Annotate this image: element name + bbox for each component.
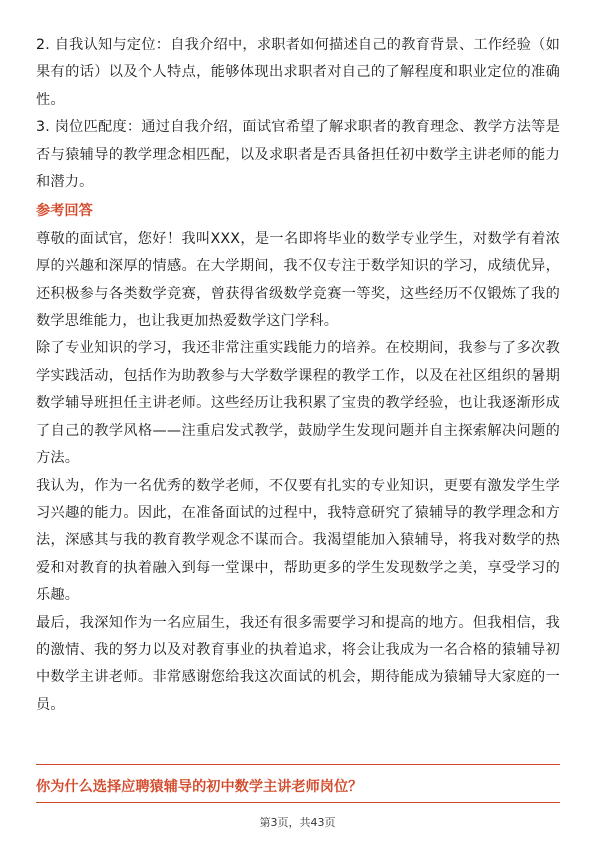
answer-paragraph-2: 除了专业知识的学习，我还非常注重实践能力的培养。在校期间，我参与了多次教学实践活动，包括作为助教参与大学数学课程的教学工作，以及在社区组织的暑期数学辅导班担任主讲老师。这些经历让我积累了宝贵的教学经验，也让我逐渐形成了自己的教学风格——注重启发式教学，鼓励学生发现问题并自主探索解决问题的方法。 [36, 340, 560, 467]
answer-paragraph-4: 最后，我深知作为一名应届生，我还有很多需要学习和提高的地方。但我相信，我的激情、我的努力以及对教育事业的执着追求，将会让我成为一名合格的猿辅导初中数学主讲老师。非常感谢您给我这次面试的机会，期待能成为猿辅导大家庭的一员。 [36, 614, 560, 713]
answer-paragraph-1: 尊敬的面试官，您好！我叫XXX，是一名即将毕业的数学专业学生，对数学有着浓厚的兴趣和深厚的情感。在大学期间，我不仅专注于数学知识的学习，成绩优异，还积极参与各类数学竞赛，曾获得省级数学竞赛一等奖，这些经历不仅锻炼了我的数学思维能力，也让我更加热爱数学这门学科。 [36, 230, 560, 330]
section-divider [36, 764, 560, 765]
point-3: 3. 岗位匹配度：通过自我介绍，面试官希望了解求职者的教育理念、教学方法等是否与猿辅导的教学理念相匹配，以及求职者是否具备担任初中数学主讲老师的能力和潜力。 [36, 119, 560, 191]
question-underline [36, 802, 560, 803]
point-2: 2. 自我认知与定位：自我介绍中，求职者如何描述自己的教育背景、工作经验（如果有的话）以及个人特点，能够体现出求职者对自己的了解程度和职业定位的准确性。 [36, 37, 560, 108]
next-question-heading: 你为什么选择应聘猿辅导的初中数学主讲老师岗位？ [36, 779, 363, 795]
answer-heading: 参考回答 [36, 203, 93, 220]
page-content [36, 32, 560, 719]
answer-paragraph-3: 我认为，作为一名优秀的数学老师，不仅要有扎实的专业知识，更要有激发学生学习兴趣的能力。因此，在准备面试的过程中，我特意研究了猿辅导的教学理念和方法，深感其与我的教育教学观念不谋而合。我渴望能加入猿辅导，将我对数学的热爱和对教育的执着融入到每一堂课中，帮助更多的学生发现数学之美，享受学习的乐趣。 [36, 477, 560, 604]
page-number: 第3页，共43页 [259, 816, 336, 829]
